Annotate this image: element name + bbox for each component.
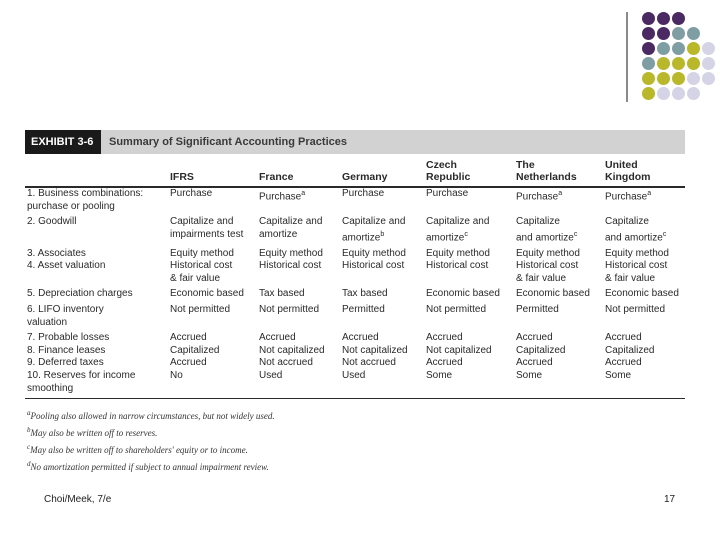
table-cell: Capitalized bbox=[605, 344, 655, 356]
table-cell: Historical cost bbox=[342, 260, 405, 272]
table-cell: Equity method bbox=[516, 247, 580, 259]
exhibit-title: Summary of Significant Accounting Practices bbox=[109, 136, 347, 148]
decorative-dot bbox=[702, 57, 715, 70]
divider-line bbox=[626, 12, 628, 102]
decorative-dot bbox=[687, 72, 700, 85]
row-label: 2. Goodwill bbox=[27, 216, 77, 228]
table-cell: Accrued bbox=[259, 332, 296, 344]
table-cell: Accrued bbox=[426, 357, 463, 369]
footnote: $^b$May also be written off to reserves. bbox=[27, 426, 158, 438]
table-cell: Historical cost & fair value bbox=[605, 260, 668, 284]
table-cell: Not permitted bbox=[170, 304, 231, 316]
table-cell: Economic based bbox=[426, 288, 500, 300]
header-item bbox=[25, 154, 168, 187]
decorative-dot-grid bbox=[640, 10, 720, 105]
table-cell: Economic based bbox=[516, 288, 590, 300]
table-row bbox=[25, 301, 685, 329]
table-row bbox=[25, 213, 685, 245]
decorative-dot bbox=[642, 27, 655, 40]
table-cell: Equity method bbox=[605, 247, 669, 259]
table-cell: Accrued bbox=[516, 357, 553, 369]
table-cell: Some bbox=[605, 370, 632, 382]
table-cell: Used bbox=[259, 370, 283, 382]
table-cell: Some bbox=[516, 370, 543, 382]
decorative-dot bbox=[642, 87, 655, 100]
decorative-dot bbox=[657, 27, 670, 40]
table-cell: Accrued bbox=[516, 332, 553, 344]
header-czech-republic: Czech Republic bbox=[426, 159, 471, 183]
footnotes bbox=[27, 406, 275, 474]
footnote: $^d$No amortization permitted if subject to annual impairment review. bbox=[27, 460, 269, 472]
table-cell: Capitalize and amortize$^c$ bbox=[426, 216, 490, 244]
decorative-dot bbox=[642, 57, 655, 70]
header-united-kingdom: United Kingdom bbox=[605, 159, 651, 183]
table-cell: Tax based bbox=[342, 288, 388, 300]
table-cell: Not accrued bbox=[259, 357, 313, 369]
decorative-dot bbox=[657, 72, 670, 85]
header-germany: Germany bbox=[342, 171, 388, 183]
table-cell: Used bbox=[342, 370, 366, 382]
table-cell: Accrued bbox=[605, 357, 642, 369]
row-label: 7. Probable losses bbox=[27, 332, 110, 344]
table-cell: Purchase bbox=[170, 188, 213, 199]
table-cell: Not capitalized bbox=[426, 344, 492, 356]
table-cell: Economic based bbox=[170, 288, 244, 300]
decorative-dot bbox=[657, 42, 670, 55]
table-cell: Accrued bbox=[605, 332, 642, 344]
table-cell: Purchase$^a$ bbox=[605, 190, 652, 203]
table-cell: Equity method bbox=[259, 247, 323, 259]
header-the-netherlands: The Netherlands bbox=[516, 159, 577, 183]
decorative-dot bbox=[672, 27, 685, 40]
table-cell: Some bbox=[426, 370, 453, 382]
table-cell: Historical cost bbox=[259, 260, 322, 272]
table-cell: Capitalized bbox=[170, 344, 220, 356]
table-cell: Capitalize and amortize$^b$ bbox=[342, 216, 406, 244]
footnote: $^c$May also be written off to shareholders' equity or to income. bbox=[27, 443, 248, 455]
table-cell: Tax based bbox=[259, 288, 305, 300]
table-cell: Accrued bbox=[170, 357, 207, 369]
decorative-dot bbox=[687, 42, 700, 55]
decorative-dot bbox=[687, 57, 700, 70]
header-ifrs: IFRS bbox=[170, 171, 194, 183]
table-cell: Capitalize and impairments test bbox=[170, 216, 244, 240]
table-cell: Not permitted bbox=[426, 304, 487, 316]
table-row bbox=[25, 187, 685, 213]
table-cell: Not capitalized bbox=[259, 344, 325, 356]
table-row bbox=[25, 260, 685, 285]
decorative-dot bbox=[702, 42, 715, 55]
table-cell: Capitalize and amortize bbox=[259, 216, 323, 240]
row-label: 10. Reserves for income smoothing bbox=[27, 370, 136, 394]
decorative-dot bbox=[702, 72, 715, 85]
decorative-dot bbox=[672, 72, 685, 85]
row-label: 3. Associates bbox=[27, 247, 86, 259]
table-row bbox=[25, 357, 685, 370]
table-cell: Accrued bbox=[342, 332, 379, 344]
decorative-dot bbox=[687, 27, 700, 40]
decorative-dot bbox=[657, 12, 670, 25]
table-cell: Purchase$^a$ bbox=[259, 190, 306, 203]
footnote: $^a$Pooling also allowed in narrow circumstances, but not widely used. bbox=[27, 409, 275, 421]
table-cell: Economic based bbox=[605, 288, 679, 300]
decorative-dot bbox=[672, 42, 685, 55]
table-cell: Equity method bbox=[170, 247, 234, 259]
footer-credit: Choi/Meek, 7/e bbox=[44, 494, 112, 505]
table-header-row bbox=[25, 154, 685, 187]
row-label: 4. Asset valuation bbox=[27, 260, 106, 272]
table-cell: Accrued bbox=[170, 332, 207, 344]
decorative-dot bbox=[672, 87, 685, 100]
table-row bbox=[25, 329, 685, 345]
table-row bbox=[25, 245, 685, 261]
exhibit-header-bar bbox=[25, 130, 685, 154]
decorative-dot bbox=[687, 87, 700, 100]
decorative-dot bbox=[672, 12, 685, 25]
table-cell: No bbox=[170, 370, 183, 382]
table-cell: Historical cost & fair value bbox=[170, 260, 233, 284]
row-label: 8. Finance leases bbox=[27, 344, 106, 356]
table-cell: Historical cost bbox=[426, 260, 489, 272]
row-label: 9. Deferred taxes bbox=[27, 357, 104, 369]
header-france: France bbox=[259, 171, 294, 183]
table-cell: Not permitted bbox=[605, 304, 666, 316]
table-cell: Capitalize and amortize$^c$ bbox=[516, 216, 578, 244]
page-number: 17 bbox=[664, 494, 676, 505]
accounting-practices-table bbox=[25, 154, 685, 399]
decorative-dot bbox=[657, 87, 670, 100]
decorative-dot bbox=[642, 12, 655, 25]
decorative-dot bbox=[642, 72, 655, 85]
decorative-dot bbox=[672, 57, 685, 70]
table-cell: Capitalized bbox=[516, 344, 566, 356]
row-label: 5. Depreciation charges bbox=[27, 288, 133, 300]
table-cell: Permitted bbox=[342, 304, 385, 316]
table-cell: Not capitalized bbox=[342, 344, 408, 356]
decorative-dot bbox=[642, 42, 655, 55]
exhibit-label: EXHIBIT 3-6 bbox=[25, 130, 101, 154]
table-cell: Accrued bbox=[426, 332, 463, 344]
table-cell: Not accrued bbox=[342, 357, 396, 369]
table-cell: Purchase bbox=[342, 188, 385, 199]
table-cell: Not permitted bbox=[259, 304, 320, 316]
table-cell: Equity method bbox=[342, 247, 406, 259]
table-row bbox=[25, 285, 685, 301]
decorative-dot bbox=[657, 57, 670, 70]
table-cell: Purchase bbox=[426, 188, 469, 199]
table-cell: Historical cost & fair value bbox=[516, 260, 579, 284]
table-row bbox=[25, 370, 685, 399]
table-cell: Equity method bbox=[426, 247, 490, 259]
table-cell: Permitted bbox=[516, 304, 559, 316]
table-cell: Purchase$^a$ bbox=[516, 190, 563, 203]
table-row bbox=[25, 345, 685, 358]
row-label: 1. Business combinations: purchase or pooling bbox=[27, 188, 144, 212]
row-label: 6. LIFO inventory valuation bbox=[27, 304, 104, 328]
table-cell: Capitalize and amortize$^c$ bbox=[605, 216, 667, 244]
